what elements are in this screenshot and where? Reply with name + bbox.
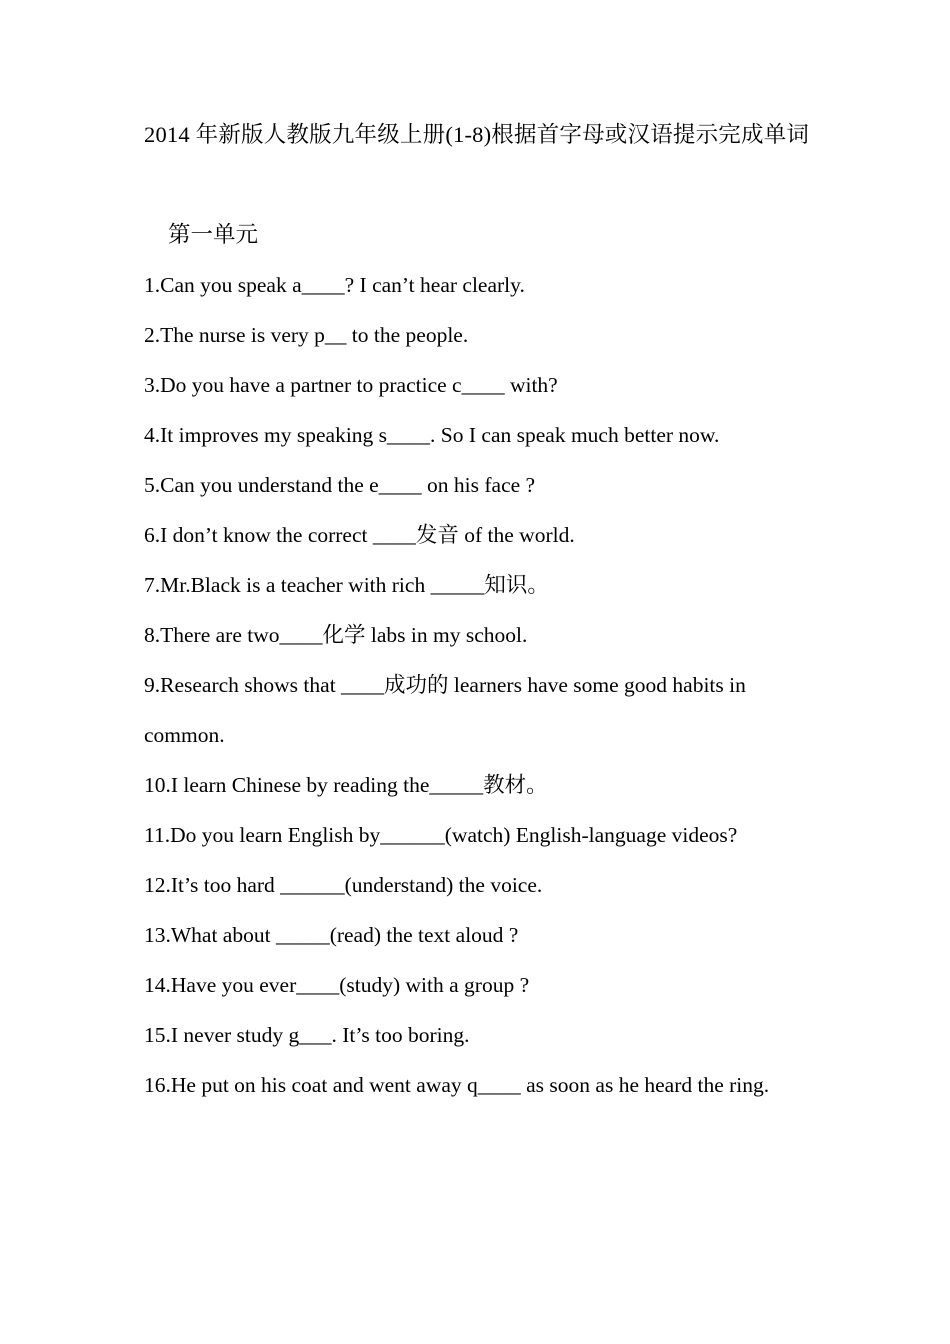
question-item: 12.It’s too hard ______(understand) the voice. — [144, 873, 543, 897]
document-body — [144, 110, 814, 1110]
question-item: 7.Mr.Black is a teacher with rich _____知识。 — [144, 573, 549, 597]
question-item: 8.There are two____化学 labs in my school. — [144, 623, 528, 647]
question-item: 4.It improves my speaking s____. So I can speak much better now. — [144, 423, 720, 447]
question-item: 6.I don’t know the correct ____发音 of the world. — [144, 523, 575, 547]
question-item: 13.What about _____(read) the text aloud ? — [144, 923, 519, 947]
question-list — [144, 260, 814, 1110]
document-title: 2014 年新版人教版九年级上册(1-8)根据首字母或汉语提示完成单词 — [144, 122, 810, 147]
question-item: 3.Do you have a partner to practice c____ with? — [144, 373, 558, 397]
question-item: 11.Do you learn English by______(watch) English-language videos? — [144, 823, 738, 847]
question-item: 1.Can you speak a____? I can’t hear clearly. — [144, 273, 525, 297]
section-heading-unit-1: 第一单元 — [168, 222, 259, 247]
question-item: 15.I never study g___. It’s too boring. — [144, 1023, 470, 1047]
question-item: 16.He put on his coat and went away q____ as soon as he heard the ring. — [144, 1073, 770, 1097]
question-item: 14.Have you ever____(study) with a group ? — [144, 973, 530, 997]
question-item: 9.Research shows that ____成功的 learners have some good habits in common. — [144, 673, 746, 747]
question-item: 10.I learn Chinese by reading the_____教材。 — [144, 773, 548, 797]
question-item: 5.Can you understand the e____ on his face ? — [144, 473, 536, 497]
question-item: 2.The nurse is very p__ to the people. — [144, 323, 469, 347]
